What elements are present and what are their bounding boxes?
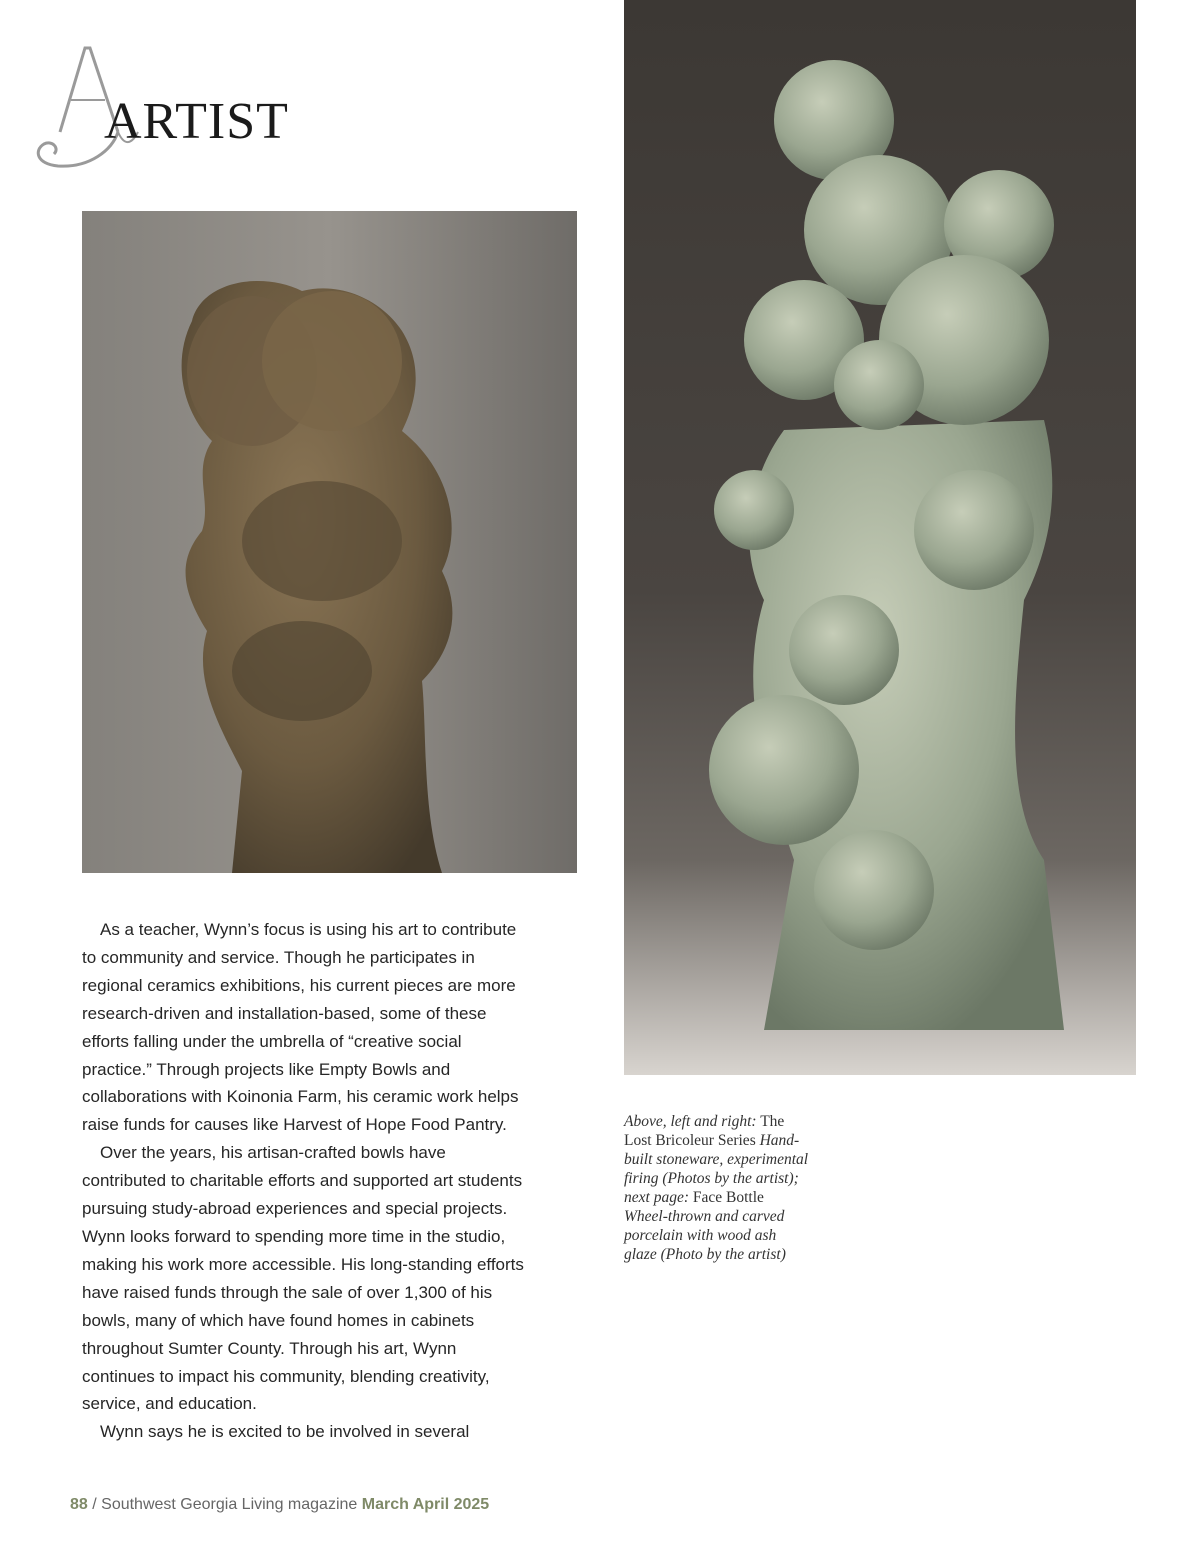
caption-part: Above, left and right: — [624, 1113, 757, 1130]
publication-name: Southwest Georgia Living magazine — [101, 1496, 362, 1513]
paragraph: Over the years, his artisan-crafted bowls have contributed to charitable efforts and supported art students pursuing study-abroad experiences and special projects. Wynn looks forward to spending more time in the studio, making his work more accessible. His long-standing efforts have raised funds through the sale of over 1,300 of his bowls, many of which have found homes in cabinets throughout Sumter County. Through his art, Wynn continues to impact his community, blending creativity, service, and education. — [82, 1143, 524, 1414]
sculpture-photo-right — [624, 0, 1136, 1075]
footer-separator: / — [87, 1496, 102, 1513]
issue-date: March April 2025 — [361, 1496, 490, 1513]
page-footer — [70, 1496, 489, 1514]
page-number: 88 — [70, 1496, 88, 1513]
caption-part: The Lost Bricoleur Series — [624, 1113, 785, 1149]
paragraph: As a teacher, Wynn’s focus is using his art to contribute to community and service. Though he participates in regional ceramics exhibitions, his current pieces are more research-driven and installation-based, some of these efforts falling under the umbrella of “creative social practice.” Through projects like Empty Bowls and collaborations with Koinonia Farm, his ceramic work helps raise funds for causes like Harvest of Hope Food Pantry. — [82, 920, 519, 1135]
caption-part: Wheel-thrown and carved porcelain with wood ash glaze (Photo by the artist) — [624, 1208, 786, 1263]
sculpture-photo-left — [82, 211, 577, 873]
green-sculpture-image — [624, 0, 1136, 1075]
section-header — [30, 40, 330, 175]
caption-part: Hand-built stoneware, experimental firing (Photos by the artist); next page: — [624, 1132, 809, 1206]
section-title: ARTIST — [104, 93, 289, 150]
photo-caption — [624, 1112, 809, 1264]
brown-sculpture-image — [82, 211, 577, 873]
article-body — [82, 916, 527, 1446]
caption-part: Face Bottle — [688, 1189, 764, 1206]
paragraph: Wynn says he is excited to be involved in several — [100, 1422, 470, 1442]
